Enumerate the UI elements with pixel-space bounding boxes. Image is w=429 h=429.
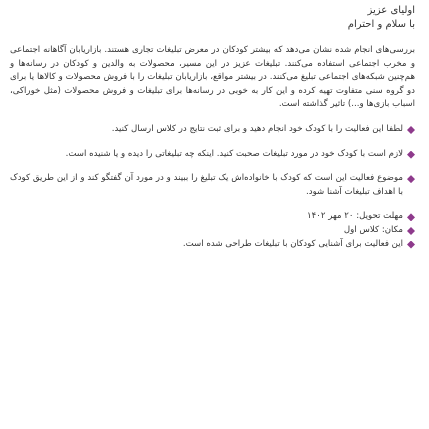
diamond-bullet-icon (407, 126, 415, 134)
list-item (10, 238, 415, 252)
greeting-line-2: با سلام و احترام (347, 19, 415, 30)
details-list (10, 210, 415, 251)
list-item-text: این فعالیت برای آشنایی کودکان با تبلیغات طراحی شده است. (182, 238, 403, 249)
bullet-paragraph (10, 172, 415, 199)
list-item (10, 224, 415, 238)
list-item-text: مهلت تحویل: ۲۰ مهر ۱۴۰۲ (307, 211, 403, 222)
diamond-bullet-icon (407, 213, 415, 221)
diamond-bullet-icon (407, 227, 415, 235)
bullet-paragraph (10, 123, 415, 137)
intro-paragraph: بررسی‌های انجام شده نشان می‌دهد که بیشتر کودکان در معرض تبلیغات تجاری هستند. بازاریابان آگاهانه اجتماعی و مخرب اجتماعی استفاده می‌کنند. تبلیغات عزیز در این مسیر، محصولات به والدین و کودکان در رسانه‌ها و هم‌چنین شبکه‌های اجتماعی تبلیغ می‌کنند. در بیشتر مواقع، بازاریابان تبلیغات را با فروش محصولات و کالاها یا برای دو گروه سنی متفاوت تهیه کرده و این کار به خوبی در رسانه‌ها برای تبلیغات و فروش محصولات (مثل خوراکی، اسباب بازی‌ها و...) تاثیر گذاشته است. (10, 45, 415, 110)
bullet-text: لطفا این فعالیت را با کودک خود انجام دهید و برای ثبت نتایج در کلاس ارسال کنید. (111, 123, 403, 134)
bullet-text: لازم است با کودک خود در مورد تبلیغات صحبت کنید. اینکه چه تبلیغاتی را دیده و یا شنیده است. (65, 148, 403, 159)
bullet-paragraph (10, 148, 415, 162)
list-item (10, 210, 415, 224)
diamond-bullet-icon (407, 241, 415, 249)
diamond-bullet-icon (407, 151, 415, 159)
letter-greeting (10, 4, 415, 32)
bullet-text: موضوع فعالیت این است که کودک با خانواده‌اش یک تبلیغ را ببیند و در مورد آن گفتگو کند و از این طریق کودک با اهداف تبلیغات آشنا شود. (10, 173, 403, 197)
list-item-text: مکان: کلاس اول (343, 224, 403, 235)
greeting-line-1: اولیای عزیز (367, 5, 415, 16)
diamond-bullet-icon (407, 175, 415, 183)
